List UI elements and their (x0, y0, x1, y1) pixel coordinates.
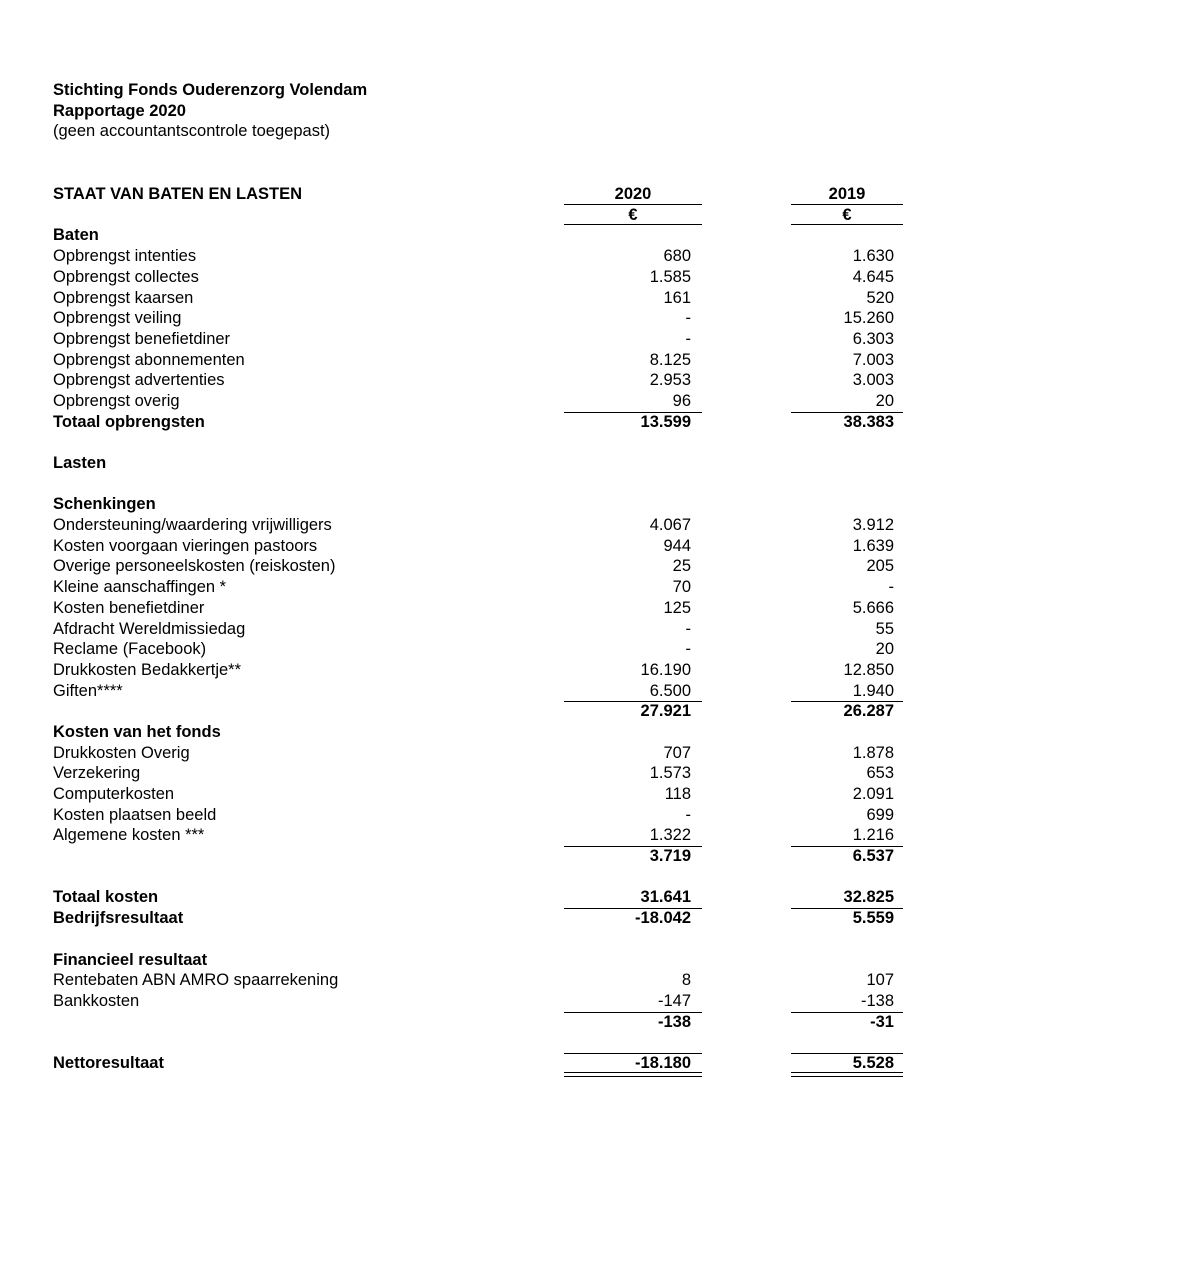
value-2019: 7.003 (852, 350, 894, 369)
value-2019: 653 (866, 764, 894, 783)
value-2019: 5.666 (852, 598, 894, 617)
value-2019: 20 (875, 640, 894, 659)
value-2020: 96 (672, 391, 691, 410)
column-header-2020: 2020 (614, 185, 652, 204)
double-underline (791, 1072, 903, 1073)
table-row (53, 246, 913, 267)
table-row (53, 267, 913, 288)
table-row (53, 515, 913, 536)
value-2019: 20 (875, 391, 894, 410)
value-2019: 107 (866, 971, 894, 990)
value-2020: - (685, 309, 691, 328)
result-2020: -18.042 (635, 909, 691, 928)
value-2019: 1.216 (852, 826, 894, 845)
value-2019: 1.940 (852, 681, 894, 700)
value-2019: 12.850 (843, 660, 894, 679)
value-2019: 2.091 (852, 785, 894, 803)
value-2020: 118 (664, 785, 691, 803)
total-2020: 13.599 (640, 412, 691, 431)
subtotal-2019: -31 (870, 1012, 894, 1031)
value-2019: - (888, 578, 894, 597)
value-2019: 699 (866, 805, 894, 824)
row-label: Opbrengst abonnementen (53, 350, 245, 369)
row-label: Rentebaten ABN AMRO spaarrekening (53, 971, 339, 990)
section-heading-lasten (53, 453, 913, 474)
table-row (53, 825, 913, 846)
value-2020: 1.585 (649, 267, 691, 286)
row-label: Opbrengst kaarsen (53, 288, 194, 307)
section-heading: Baten (53, 226, 99, 245)
report-title: Rapportage 2020 (53, 101, 186, 120)
value-2019: 520 (866, 288, 894, 307)
value-2020: 16.190 (640, 660, 691, 679)
value-2020: 1.322 (649, 826, 691, 845)
value-2020: - (685, 805, 691, 824)
table-row (53, 391, 913, 412)
row-label: Ondersteuning/waardering vrijwilligers (53, 516, 332, 535)
row-label: Drukkosten Bedakkertje** (53, 660, 242, 679)
table-row (53, 577, 913, 598)
row-label: Afdracht Wereldmissiedag (53, 619, 246, 638)
row-label: Opbrengst veiling (53, 309, 182, 328)
table-row (53, 619, 913, 640)
total-2020: 31.641 (640, 888, 691, 907)
section-heading-financieel (53, 950, 913, 971)
subtotal-2019: 26.287 (843, 702, 894, 721)
table-row (53, 805, 913, 826)
row-label: Verzekering (53, 764, 141, 783)
subtotal-2019: 6.537 (852, 847, 894, 866)
table-row (53, 763, 913, 784)
total-2019: 38.383 (843, 412, 894, 431)
row-label: Kosten voorgaan vieringen pastoors (53, 536, 318, 555)
value-2019: -138 (860, 991, 894, 1010)
section-heading: Kosten van het fonds (53, 722, 221, 741)
total-2019: 32.825 (843, 888, 894, 907)
column-header-2019: 2019 (828, 185, 866, 204)
row-label: Kosten plaatsen beeld (53, 805, 217, 824)
table-row (53, 743, 913, 764)
double-underline (564, 1072, 702, 1073)
table-row (53, 308, 913, 329)
value-2019: 1.878 (852, 743, 894, 762)
value-2019: 1.639 (852, 536, 894, 555)
currency-row (53, 205, 913, 226)
row-label: Totaal kosten (53, 888, 159, 907)
nettoresultaat-row (53, 1053, 913, 1074)
row-label: Nettoresultaat (53, 1053, 164, 1072)
table-row (53, 350, 913, 371)
financial-report (53, 80, 913, 1074)
total-row-kosten (53, 887, 913, 908)
value-2020: 707 (663, 743, 691, 762)
row-label: Computerkosten (53, 785, 175, 803)
total-row-opbrengsten (53, 412, 913, 433)
table-row (53, 536, 913, 557)
row-label: Giften**** (53, 681, 123, 700)
row-label: Bankkosten (53, 991, 140, 1010)
row-label: Drukkosten Overig (53, 743, 190, 762)
value-2020: - (685, 329, 691, 348)
table-row (53, 288, 913, 309)
currency-symbol-2019: € (842, 205, 852, 224)
value-2020: 161 (663, 288, 691, 307)
value-2019: 1.630 (852, 247, 894, 266)
value-2020: 680 (663, 247, 691, 266)
section-heading-baten (53, 225, 913, 246)
table-row (53, 681, 913, 702)
subtotal-2020: -138 (657, 1012, 691, 1031)
table-row (53, 329, 913, 350)
double-underline (791, 1076, 903, 1077)
section-heading-fonds (53, 722, 913, 743)
table-row (53, 970, 913, 991)
value-2020: 1.573 (649, 764, 691, 783)
row-label: Totaal opbrengsten (53, 412, 205, 431)
netto-2019: 5.528 (852, 1053, 894, 1072)
netto-2020: -18.180 (635, 1053, 691, 1072)
value-2020: - (685, 640, 691, 659)
value-2020: 4.067 (649, 516, 691, 535)
subtotal-2020: 3.719 (649, 847, 691, 866)
value-2020: 8 (681, 971, 691, 990)
value-2020: 2.953 (649, 371, 691, 390)
row-label: Kleine aanschaffingen * (53, 578, 227, 597)
section-heading: Schenkingen (53, 495, 156, 514)
value-2019: 55 (875, 619, 894, 638)
table-row (53, 660, 913, 681)
subtotal-row-schenkingen (53, 701, 913, 722)
row-label: Opbrengst advertenties (53, 371, 225, 390)
value-2019: 4.645 (852, 267, 894, 286)
audit-note: (geen accountantscontrole toegepast) (53, 122, 331, 141)
value-2019: 6.303 (852, 329, 894, 348)
value-2019: 3.912 (852, 516, 894, 535)
value-2020: 944 (663, 536, 691, 555)
row-label: Opbrengst overig (53, 391, 180, 410)
section-heading-schenkingen (53, 494, 913, 515)
value-2020: -147 (657, 991, 691, 1010)
value-2020: 8.125 (649, 350, 691, 369)
row-label: Kosten benefietdiner (53, 598, 205, 617)
section-heading: Lasten (53, 454, 107, 472)
row-label: Bedrijfsresultaat (53, 909, 184, 928)
value-2019: 15.260 (843, 309, 894, 328)
value-2019: 205 (866, 557, 894, 576)
table-row (53, 639, 913, 660)
statement-title: STAAT VAN BATEN EN LASTEN (53, 185, 303, 204)
subtotal-2020: 27.921 (640, 702, 691, 721)
value-2020: - (685, 619, 691, 638)
subtotal-row-financieel (53, 1012, 913, 1033)
row-label: Opbrengst collectes (53, 267, 199, 286)
double-underline (564, 1076, 702, 1077)
table-row (53, 598, 913, 619)
result-2019: 5.559 (852, 909, 894, 928)
value-2020: 125 (663, 598, 691, 617)
value-2020: 25 (672, 557, 691, 576)
row-label: Reclame (Facebook) (53, 640, 207, 659)
value-2019: 3.003 (852, 371, 894, 390)
organisation-name: Stichting Fonds Ouderenzorg Volendam (53, 81, 368, 99)
bedrijfsresultaat-row (53, 908, 913, 929)
subtotal-row-fonds (53, 846, 913, 867)
row-label: Opbrengst benefietdiner (53, 329, 231, 348)
currency-symbol-2020: € (628, 205, 638, 224)
value-2020: 6.500 (649, 681, 691, 700)
statement-header-row (53, 184, 913, 205)
row-label: Overige personeelskosten (reiskosten) (53, 557, 336, 576)
section-heading: Financieel resultaat (53, 950, 208, 969)
table-row (53, 784, 913, 805)
table-row (53, 991, 913, 1012)
row-label: Algemene kosten *** (53, 826, 205, 845)
table-row (53, 370, 913, 391)
value-2020: 70 (672, 578, 691, 597)
row-label: Opbrengst intenties (53, 247, 197, 266)
table-row (53, 556, 913, 577)
